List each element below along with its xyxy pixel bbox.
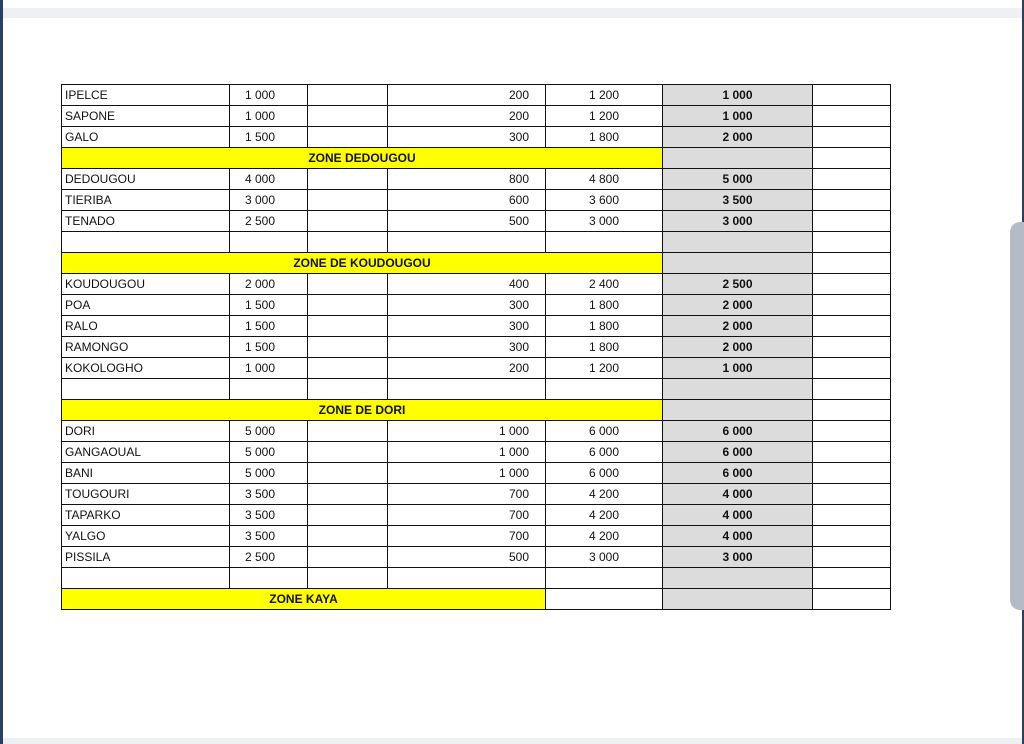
- blank-cell: [546, 232, 663, 253]
- fee-cell: 1 000: [388, 463, 546, 484]
- total-cell: 6 000: [663, 442, 813, 463]
- subtotal-cell: 2 400: [546, 274, 663, 295]
- total-cell: [663, 232, 813, 253]
- locality-cell: TIERIBA: [62, 190, 230, 211]
- amount-cell: 3 500: [230, 484, 308, 505]
- blank-cell: [546, 379, 663, 400]
- blank-cell: [308, 358, 388, 379]
- empty-row: [62, 232, 891, 253]
- total-cell: 2 000: [663, 316, 813, 337]
- table-row: [62, 526, 891, 547]
- fee-cell: 700: [388, 526, 546, 547]
- locality-cell: BANI: [62, 463, 230, 484]
- table-row: [62, 85, 891, 106]
- blank-cell: [813, 589, 891, 610]
- fee-cell: 1 000: [388, 421, 546, 442]
- table-row: [62, 505, 891, 526]
- blank-cell: [308, 526, 388, 547]
- locality-cell: IPELCE: [62, 85, 230, 106]
- blank-cell: [308, 127, 388, 148]
- subtotal-cell: 1 800: [546, 295, 663, 316]
- blank-cell: [813, 274, 891, 295]
- table-row: [62, 421, 891, 442]
- locality-cell: POA: [62, 295, 230, 316]
- fee-cell: 200: [388, 85, 546, 106]
- blank-cell: [813, 505, 891, 526]
- total-cell: 3 000: [663, 547, 813, 568]
- blank-cell: [813, 547, 891, 568]
- blank-cell: [308, 316, 388, 337]
- table-row: [62, 274, 891, 295]
- amount-cell: 3 500: [230, 526, 308, 547]
- blank-cell: [230, 379, 308, 400]
- subtotal-cell: 4 200: [546, 484, 663, 505]
- blank-cell: [813, 106, 891, 127]
- locality-cell: SAPONE: [62, 106, 230, 127]
- blank-cell: [308, 505, 388, 526]
- table-row: [62, 463, 891, 484]
- subtotal-cell: 4 200: [546, 526, 663, 547]
- blank-cell: [62, 568, 230, 589]
- total-cell: [663, 589, 813, 610]
- amount-cell: 1 000: [230, 358, 308, 379]
- table-row: [62, 484, 891, 505]
- total-cell: 2 000: [663, 127, 813, 148]
- blank-cell: [546, 568, 663, 589]
- locality-cell: KOKOLOGHO: [62, 358, 230, 379]
- amount-cell: 5 000: [230, 442, 308, 463]
- table-row: [62, 211, 891, 232]
- zone-header-row: [62, 400, 891, 421]
- table-row: [62, 442, 891, 463]
- blank-cell: [813, 232, 891, 253]
- blank-cell: [308, 379, 388, 400]
- empty-row: [62, 568, 891, 589]
- fee-cell: 300: [388, 295, 546, 316]
- blank-cell: [308, 106, 388, 127]
- amount-cell: 2 500: [230, 211, 308, 232]
- locality-cell: GALO: [62, 127, 230, 148]
- locality-cell: DEDOUGOU: [62, 169, 230, 190]
- window-left-border: [0, 0, 3, 744]
- blank-cell: [813, 379, 891, 400]
- zone-title: ZONE DE DORI: [62, 400, 663, 421]
- subtotal-cell: 1 800: [546, 337, 663, 358]
- blank-cell: [308, 211, 388, 232]
- zone-header-row: [62, 253, 891, 274]
- blank-cell: [308, 442, 388, 463]
- fee-cell: 200: [388, 358, 546, 379]
- amount-cell: 1 000: [230, 106, 308, 127]
- locality-cell: PISSILA: [62, 547, 230, 568]
- blank-cell: [308, 169, 388, 190]
- fee-cell: 300: [388, 316, 546, 337]
- blank-cell: [546, 589, 663, 610]
- blank-cell: [813, 85, 891, 106]
- fee-cell: 400: [388, 274, 546, 295]
- table-row: [62, 106, 891, 127]
- subtotal-cell: 3 000: [546, 547, 663, 568]
- blank-cell: [308, 337, 388, 358]
- subtotal-cell: 3 600: [546, 190, 663, 211]
- amount-cell: 5 000: [230, 421, 308, 442]
- blank-cell: [308, 190, 388, 211]
- blank-cell: [813, 190, 891, 211]
- total-cell: 3 000: [663, 211, 813, 232]
- empty-row: [62, 379, 891, 400]
- blank-cell: [308, 421, 388, 442]
- blank-cell: [308, 85, 388, 106]
- table-row: [62, 169, 891, 190]
- blank-cell: [308, 568, 388, 589]
- blank-cell: [62, 379, 230, 400]
- table-row: [62, 127, 891, 148]
- fee-cell: 300: [388, 127, 546, 148]
- locality-cell: TENADO: [62, 211, 230, 232]
- subtotal-cell: 6 000: [546, 421, 663, 442]
- fee-cell: 600: [388, 190, 546, 211]
- fee-cell: 300: [388, 337, 546, 358]
- subtotal-cell: 1 200: [546, 358, 663, 379]
- amount-cell: 1 500: [230, 295, 308, 316]
- blank-cell: [813, 337, 891, 358]
- total-cell: [663, 148, 813, 169]
- locality-cell: KOUDOUGOU: [62, 274, 230, 295]
- total-cell: 3 500: [663, 190, 813, 211]
- blank-cell: [813, 421, 891, 442]
- blank-cell: [813, 316, 891, 337]
- table-row: [62, 358, 891, 379]
- subtotal-cell: 1 200: [546, 106, 663, 127]
- blank-cell: [388, 232, 546, 253]
- blank-cell: [308, 547, 388, 568]
- table-row: [62, 547, 891, 568]
- blank-cell: [388, 568, 546, 589]
- viewer-bottom-bar: [3, 738, 1022, 744]
- zone-title: ZONE DEDOUGOU: [62, 148, 663, 169]
- total-cell: 5 000: [663, 169, 813, 190]
- table-row: [62, 337, 891, 358]
- zone-header-row: [62, 589, 891, 610]
- blank-cell: [813, 526, 891, 547]
- locality-cell: YALGO: [62, 526, 230, 547]
- amount-cell: 5 000: [230, 463, 308, 484]
- table-row: [62, 316, 891, 337]
- blank-cell: [813, 568, 891, 589]
- total-cell: 4 000: [663, 526, 813, 547]
- blank-cell: [813, 463, 891, 484]
- locality-cell: RALO: [62, 316, 230, 337]
- total-cell: [663, 400, 813, 421]
- zone-title: ZONE DE KOUDOUGOU: [62, 253, 663, 274]
- table-row: [62, 190, 891, 211]
- amount-cell: 2 500: [230, 547, 308, 568]
- total-cell: 1 000: [663, 106, 813, 127]
- amount-cell: 1 000: [230, 85, 308, 106]
- fee-cell: 1 000: [388, 442, 546, 463]
- total-cell: 6 000: [663, 463, 813, 484]
- subtotal-cell: 4 200: [546, 505, 663, 526]
- fee-cell: 500: [388, 211, 546, 232]
- amount-cell: 1 500: [230, 127, 308, 148]
- blank-cell: [813, 211, 891, 232]
- blank-cell: [813, 295, 891, 316]
- total-cell: [663, 568, 813, 589]
- blank-cell: [813, 127, 891, 148]
- subtotal-cell: 1 800: [546, 127, 663, 148]
- table-row: [62, 295, 891, 316]
- blank-cell: [813, 484, 891, 505]
- fee-cell: 500: [388, 547, 546, 568]
- amount-cell: 2 000: [230, 274, 308, 295]
- fee-cell: 700: [388, 505, 546, 526]
- locality-cell: TOUGOURI: [62, 484, 230, 505]
- subtotal-cell: 4 800: [546, 169, 663, 190]
- zone-header-row: [62, 148, 891, 169]
- total-cell: 4 000: [663, 484, 813, 505]
- total-cell: 4 000: [663, 505, 813, 526]
- blank-cell: [308, 232, 388, 253]
- amount-cell: 3 500: [230, 505, 308, 526]
- subtotal-cell: 1 800: [546, 316, 663, 337]
- blank-cell: [62, 232, 230, 253]
- subtotal-cell: 3 000: [546, 211, 663, 232]
- blank-cell: [813, 442, 891, 463]
- scrollbar-thumb[interactable]: [1010, 222, 1024, 610]
- blank-cell: [813, 253, 891, 274]
- subtotal-cell: 6 000: [546, 463, 663, 484]
- total-cell: 2 000: [663, 337, 813, 358]
- amount-cell: 1 500: [230, 316, 308, 337]
- fee-cell: 800: [388, 169, 546, 190]
- total-cell: 2 000: [663, 295, 813, 316]
- total-cell: 1 000: [663, 85, 813, 106]
- locality-cell: RAMONGO: [62, 337, 230, 358]
- blank-cell: [308, 463, 388, 484]
- total-cell: [663, 253, 813, 274]
- blank-cell: [230, 568, 308, 589]
- amount-cell: 1 500: [230, 337, 308, 358]
- locality-cell: TAPARKO: [62, 505, 230, 526]
- fee-cell: 700: [388, 484, 546, 505]
- total-cell: 1 000: [663, 358, 813, 379]
- locality-cell: DORI: [62, 421, 230, 442]
- spreadsheet-body: [62, 85, 891, 610]
- blank-cell: [230, 232, 308, 253]
- blank-cell: [308, 295, 388, 316]
- viewer-top-bar: [3, 0, 1022, 18]
- locality-cell: GANGAOUAL: [62, 442, 230, 463]
- blank-cell: [813, 148, 891, 169]
- total-cell: 2 500: [663, 274, 813, 295]
- blank-cell: [308, 484, 388, 505]
- total-cell: 6 000: [663, 421, 813, 442]
- blank-cell: [813, 358, 891, 379]
- blank-cell: [308, 274, 388, 295]
- subtotal-cell: 6 000: [546, 442, 663, 463]
- blank-cell: [388, 379, 546, 400]
- spreadsheet-table: [61, 84, 891, 610]
- blank-cell: [813, 400, 891, 421]
- fee-cell: 200: [388, 106, 546, 127]
- zone-title: ZONE KAYA: [62, 589, 546, 610]
- subtotal-cell: 1 200: [546, 85, 663, 106]
- blank-cell: [813, 169, 891, 190]
- amount-cell: 4 000: [230, 169, 308, 190]
- total-cell: [663, 379, 813, 400]
- amount-cell: 3 000: [230, 190, 308, 211]
